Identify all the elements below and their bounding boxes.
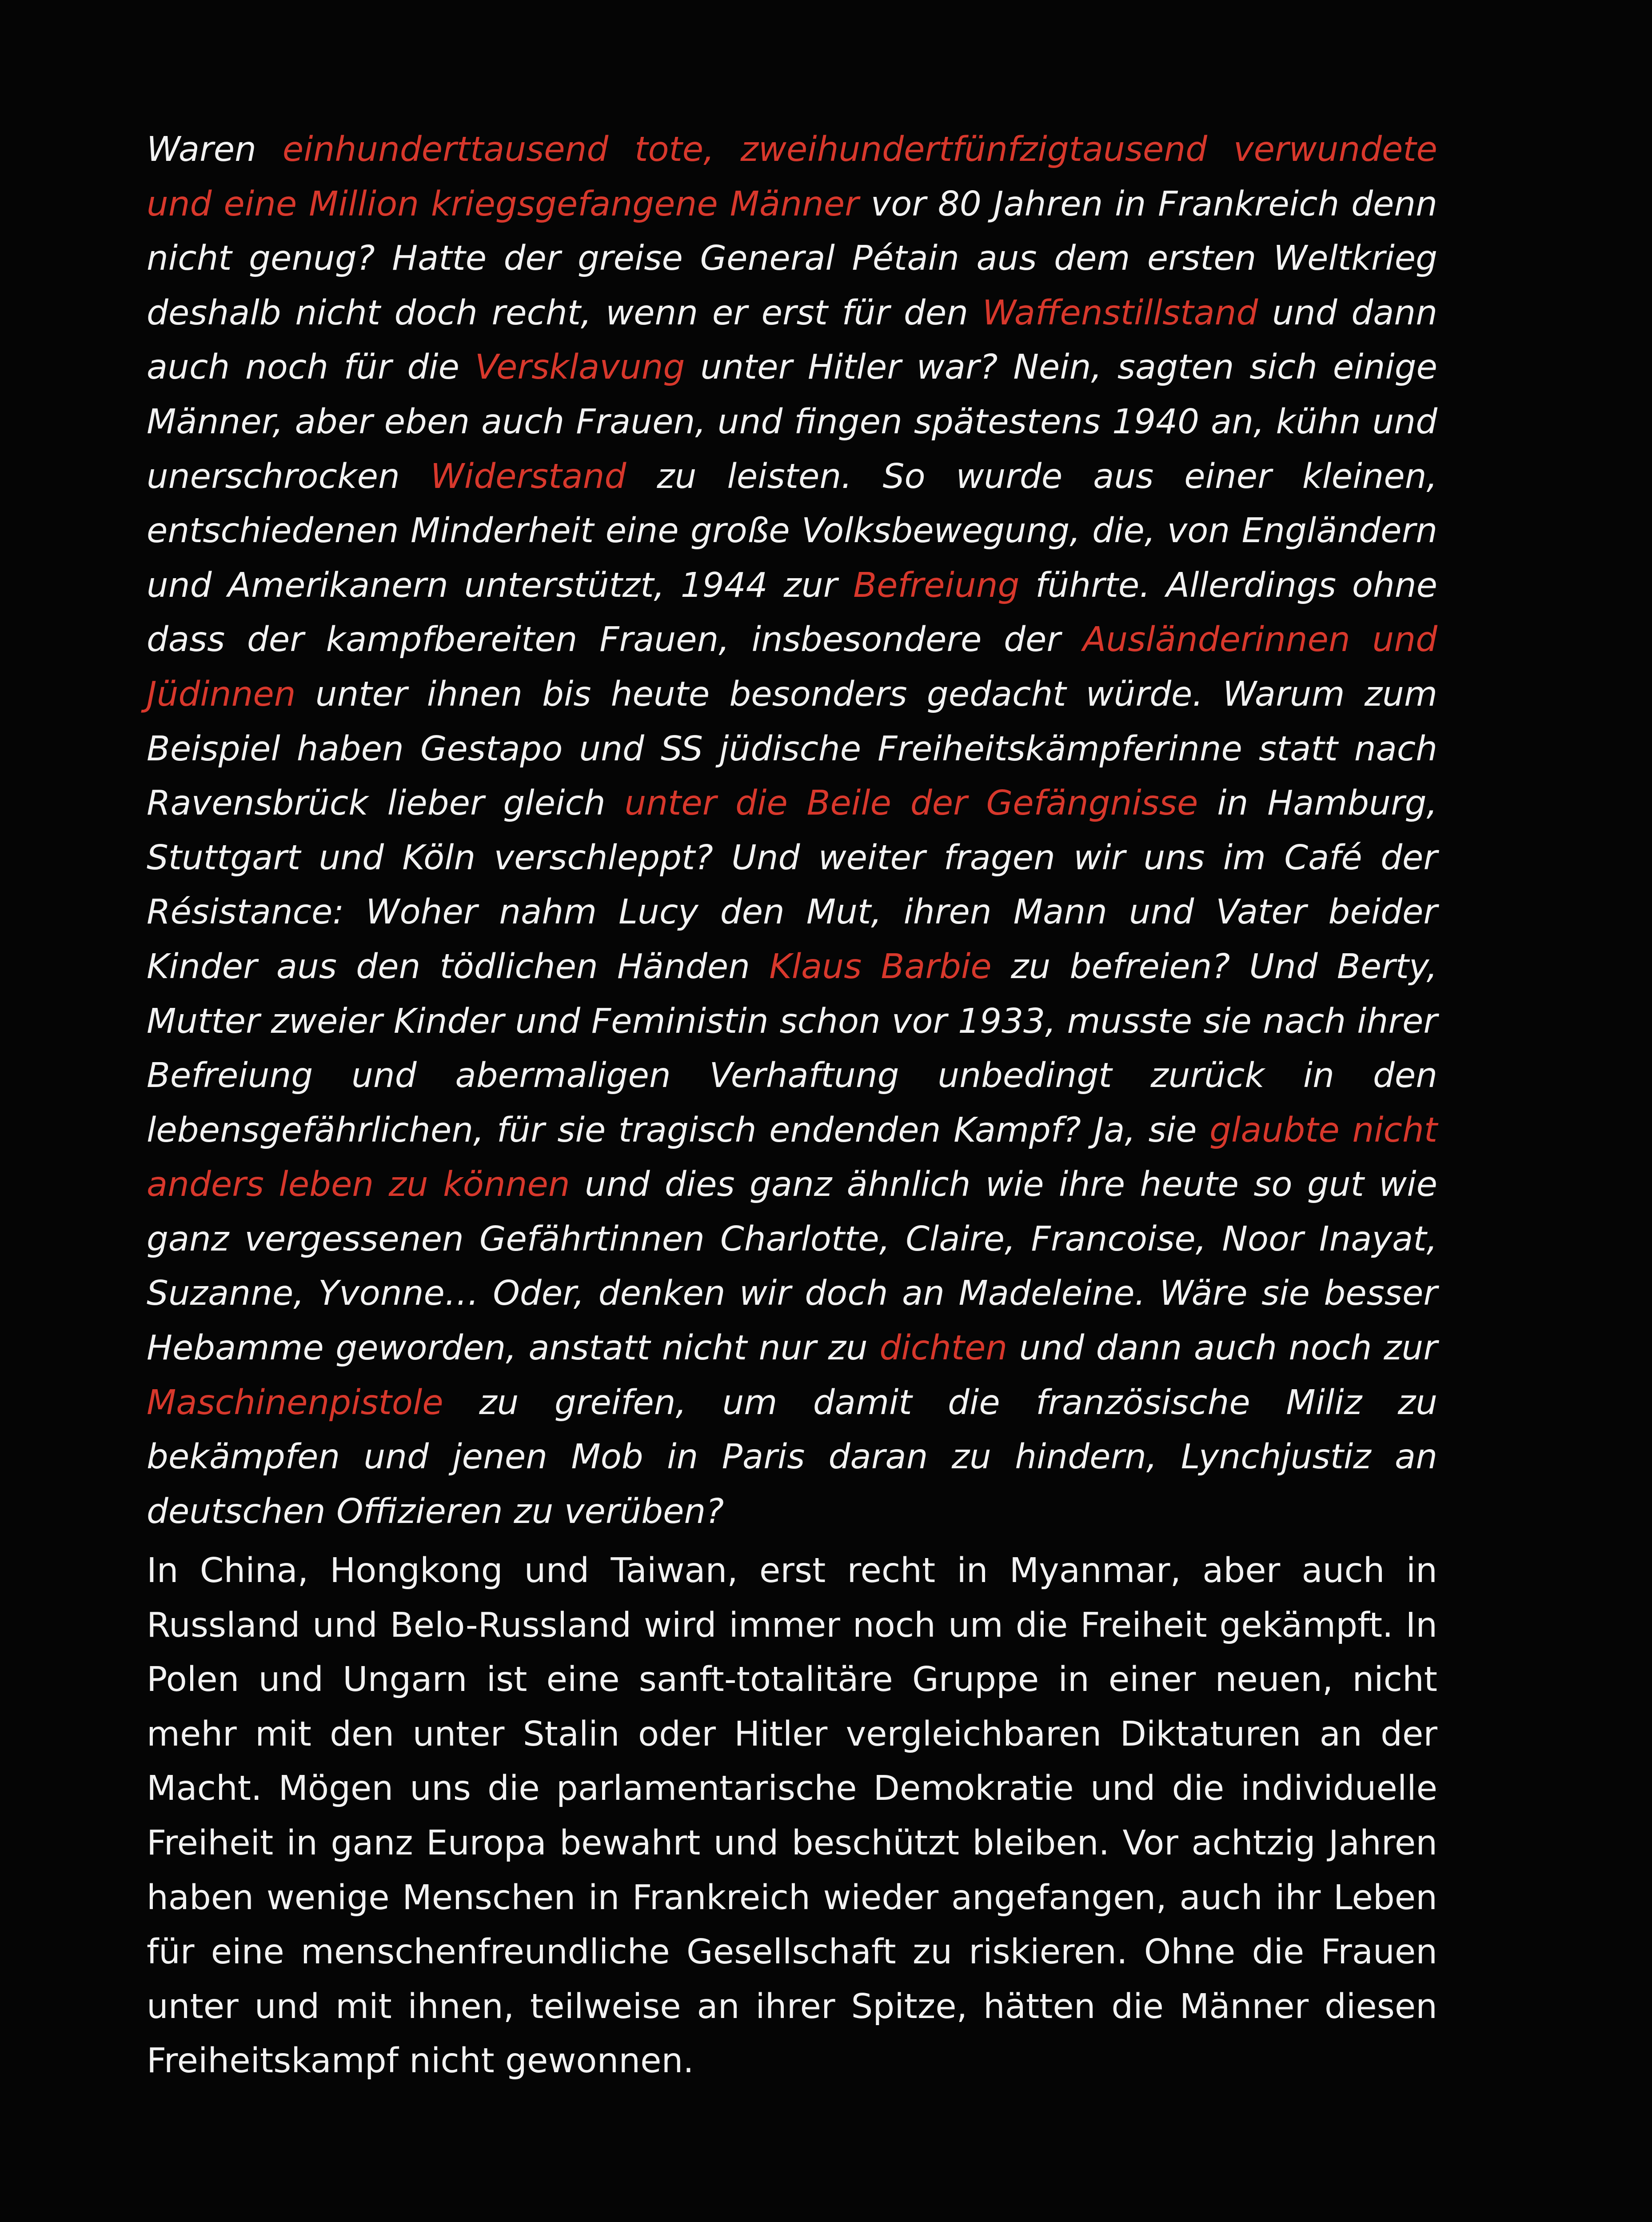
body-text: zu leisten. So wurde aus einer kleinen, entschiedenen Minderheit eine große Volksbewegung, die, von Engländern und Amerikanern unterstützt, 1944 zur — [147, 456, 1438, 605]
body-text: unter Hitler war? Nein, sagten sich einige Männer, aber eben auch Frauen, und fingen spätestens 1940 an, kühn und unerschrocken — [147, 348, 1437, 496]
highlighted-phrase: Klaus Barbie — [769, 947, 992, 987]
body-text: und dann auch noch für die — [147, 293, 1437, 388]
highlighted-phrase: Befreiung — [853, 565, 1020, 605]
highlighted-phrase: glaubte nicht anders leben zu können — [147, 1110, 1438, 1205]
highlighted-phrase: Ausländerinnen und Jüdinnen — [147, 620, 1437, 714]
highlighted-phrase: Waffenstillstand — [982, 293, 1258, 333]
body-text: unter ihnen bis heute besonders gedacht würde. Warum zum Beispiel haben Gestapo und SS jüdische Freiheitskämpferinne statt nach Ravensbrück lieber gleich — [147, 674, 1437, 823]
blurb-paragraph-plain: In China, Hongkong und Taiwan, erst recht in Myanmar, aber auch in Russland und Belo-Russland wird immer noch um die Freiheit gekämpft. In Polen und Ungarn ist eine sanft-totalitäre Gruppe in einer neuen, nicht mehr mit den unter Stalin oder Hitler vergleichbaren Diktaturen an der Macht. Mögen uns die parlamentarische Demokratie und die individuelle Freiheit in ganz Europa bewahrt und beschützt bleiben. Vor achtzig Jahren haben wenige Menschen in Frankreich wieder angefangen, auch ihr Leben für eine menschenfreundliche Gesellschaft zu riskieren. Ohne die Frauen unter und mit ihnen, teilweise an ihrer Spitze, hätten die Männer diesen Freiheitskampf nicht gewonnen. — [147, 1551, 1437, 2081]
highlighted-phrase: dichten — [879, 1328, 1008, 1368]
body-text: zu greifen, um damit die französische Miliz zu bekämpfen und jenen Mob in Paris daran zu hindern, Lynchjustiz an deutschen Offizieren zu verüben? — [147, 1383, 1437, 1531]
body-text: Waren — [147, 130, 283, 169]
body-text: zu befreien? Und Berty, Mutter zweier Kinder und Feministin schon vor 1933, musste sie nach ihrer Befreiung und abermaligen Verhaftung unbedingt zurück in den lebensgefährlichen, für sie tragisch endenden Kampf? Ja, sie — [147, 947, 1437, 1150]
body-text: und dies ganz ähnlich wie ihre heute so gut wie ganz vergessenen Gefährtinnen Charlotte, Claire, Francoise, Noor Inayat, Suzanne, Yvonne… Oder, denken wir doch an Madeleine. Wäre sie besser Hebamme geworden, anstatt nicht nur zu — [147, 1165, 1437, 1368]
body-text: und dann auch noch zur — [1007, 1328, 1438, 1368]
highlighted-phrase: unter die Beile der Gefängnisse — [624, 783, 1198, 823]
blurb-paragraph-italic — [147, 123, 1437, 1539]
highlighted-phrase: Maschinenpistole — [147, 1383, 443, 1423]
highlighted-phrase: Versklavung — [475, 348, 685, 388]
body-text: in Hamburg, Stuttgart und Köln verschleppt? Und weiter fragen wir uns im Café der Résistance: Woher nahm Lucy den Mut, ihren Mann und Vater beider Kinder aus den tödlichen Händen — [147, 783, 1437, 987]
body-text: vor 80 Jahren in Frankreich denn nicht genug? Hatte der greise General Pétain aus dem ersten Weltkrieg deshalb nicht doch recht, wenn er erst für den — [147, 184, 1437, 333]
body-text: führte. Allerdings ohne dass der kampfbereiten Frauen, insbesondere der — [147, 565, 1437, 660]
highlighted-phrase: einhunderttausend tote, zweihundertfünfzigtausend verwundete und eine Million kriegsgefangene Männer — [147, 130, 1437, 224]
highlighted-phrase: Widerstand — [430, 456, 626, 496]
